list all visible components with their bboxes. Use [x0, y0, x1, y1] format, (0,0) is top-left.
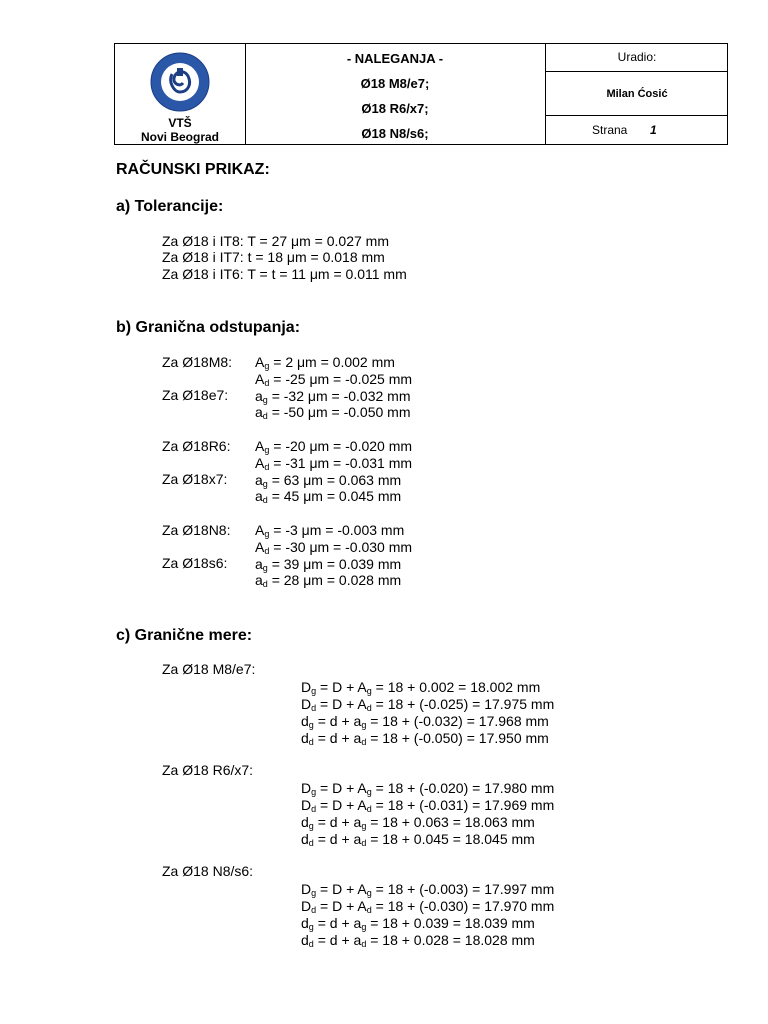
subscript: g — [366, 686, 372, 696]
deviation-label: Za Ø18e7: — [162, 387, 229, 403]
tolerance-line: Za Ø18 i IT8: T = 27 μm = 0.027 mm — [162, 233, 389, 249]
deviation-value: $a_g = -32$ μm = -0.032 mm — [255, 387, 411, 405]
subscript: g — [366, 787, 372, 797]
deviation-value: $A_g = -20$ μm = -0.020 mm — [255, 438, 413, 455]
limit-group-label: Za Ø18 N8/s6: — [162, 863, 254, 879]
logo-name: VTŠ — [168, 116, 192, 130]
subscript: d — [264, 377, 270, 388]
page-label: Strana — [592, 123, 628, 137]
section-b-title: b) Granična odstupanja: — [116, 319, 301, 336]
subscript: g — [308, 720, 314, 730]
subscript: d — [262, 495, 268, 506]
deviation-value: $a_d = -50$ μm = -0.050 mm — [255, 404, 411, 422]
subscript: d — [262, 579, 268, 590]
deviation-value: $a_g = 39$ μm = 0.039 mm — [255, 555, 402, 573]
deviation-value: $A_g = -3$ μm = -0.003 mm — [255, 522, 405, 539]
subscript: d — [366, 703, 372, 713]
limit-value: $D_d = D + A_d = 18 + (-0.031) = 17.969$ mm — [301, 797, 555, 814]
subscript: d — [311, 703, 317, 713]
subscript: g — [264, 529, 270, 539]
subscript: d — [264, 545, 270, 556]
subscript: d — [308, 838, 314, 848]
subscript: g — [311, 787, 317, 797]
deviation-label: Za Ø18N8: — [162, 522, 231, 538]
deviation-label: Za Ø18M8: — [162, 354, 233, 370]
subscript: g — [311, 888, 317, 898]
page-info — [546, 116, 728, 144]
subscript: d — [308, 737, 314, 747]
school-seal-icon — [150, 52, 210, 112]
subscript: g — [264, 361, 270, 371]
subscript: g — [366, 888, 372, 898]
deviation-value: $A_d = -25$ μm = -0.025 mm — [255, 370, 413, 388]
subscript: d — [361, 838, 367, 848]
subscript: d — [262, 411, 268, 422]
limit-value: $D_g = D + A_g = 18 + 0.002 = 18.002$ mm — [301, 679, 541, 696]
limit-value: $d_d = d + a_d = 18 + (-0.050) = 17.950$ mm — [301, 730, 549, 747]
subscript: d — [366, 905, 372, 915]
header-table — [114, 43, 728, 145]
subscript: g — [361, 922, 367, 932]
limit-group-label: Za Ø18 R6/x7: — [162, 762, 254, 778]
deviation-value: $a_g = 63$ μm = 0.063 mm — [255, 471, 402, 489]
deviation-label: Za Ø18R6: — [162, 438, 231, 454]
subscript: d — [366, 804, 372, 814]
subscript: d — [311, 905, 317, 915]
document-title: - NALEGANJA - — [346, 51, 444, 66]
subscript: d — [311, 804, 317, 814]
limit-value: $D_d = D + A_d = 18 + (-0.030) = 17.970$ mm — [301, 898, 555, 915]
limit-value: $d_d = d + a_d = 18 + 0.028 = 18.028$ mm — [301, 932, 535, 949]
limit-value: $D_g = D + A_g = 18 + (-0.003) = 17.997$ mm — [301, 881, 555, 898]
subscript: d — [264, 461, 270, 472]
logo-cell — [115, 44, 246, 144]
subscript: g — [264, 445, 270, 455]
section-a-title: a) Tolerancije: — [116, 198, 224, 215]
author-label: Uradio: — [546, 44, 728, 72]
subscript: g — [361, 821, 367, 831]
subscript: g — [262, 562, 268, 573]
deviation-value: $A_d = -30$ μm = -0.030 mm — [255, 538, 413, 556]
deviation-value: $a_d = 45$ μm = 0.045 mm — [255, 488, 402, 506]
fit-line-2: Ø18 R6/x7; — [361, 101, 429, 116]
deviation-value: $A_g = 2$ μm = 0.002 mm — [255, 354, 395, 371]
deviation-value: $A_d = -31$ μm = -0.031 mm — [255, 454, 413, 472]
subscript: d — [361, 939, 367, 949]
subscript: d — [361, 737, 367, 747]
main-heading: RAČUNSKI PRIKAZ: — [116, 161, 270, 178]
subscript: g — [262, 478, 268, 489]
author-name: Milan Ćosić — [546, 72, 728, 116]
subscript: g — [308, 922, 314, 932]
limit-value: $d_d = d + a_d = 18 + 0.045 = 18.045$ mm — [301, 831, 535, 848]
limit-value: $d_g = d + a_g = 18 + 0.063 = 18.063$ mm — [301, 814, 535, 831]
fit-line-3: Ø18 N8/s6; — [361, 126, 429, 141]
limit-value: $d_g = d + a_g = 18 + 0.039 = 18.039$ mm — [301, 915, 535, 932]
logo-city: Novi Beograd — [140, 130, 219, 144]
deviation-label: Za Ø18s6: — [162, 555, 228, 571]
subscript: g — [311, 686, 317, 696]
section-c-title: c) Granične mere: — [116, 627, 253, 644]
page-number: 1 — [650, 123, 657, 137]
limit-group-label: Za Ø18 M8/e7: — [162, 661, 256, 677]
subscript: g — [308, 821, 314, 831]
info-cell — [546, 44, 728, 144]
tolerance-line: Za Ø18 i IT7: t = 18 μm = 0.018 mm — [162, 249, 385, 265]
subscript: g — [361, 720, 367, 730]
deviation-value: $a_d = 28$ μm = 0.028 mm — [255, 572, 402, 590]
subscript: g — [262, 394, 268, 405]
title-cell — [245, 44, 546, 144]
subscript: d — [308, 939, 314, 949]
fit-line-1: Ø18 M8/e7; — [360, 76, 430, 91]
limit-value: $d_g = d + a_g = 18 + (-0.032) = 17.968$ mm — [301, 713, 549, 730]
limit-value: $D_g = D + A_g = 18 + (-0.020) = 17.980$ mm — [301, 780, 555, 797]
tolerance-line: Za Ø18 i IT6: T = t = 11 μm = 0.011 mm — [162, 266, 407, 282]
deviation-label: Za Ø18x7: — [162, 471, 228, 487]
limit-value: $D_d = D + A_d = 18 + (-0.025) = 17.975$ mm — [301, 696, 555, 713]
